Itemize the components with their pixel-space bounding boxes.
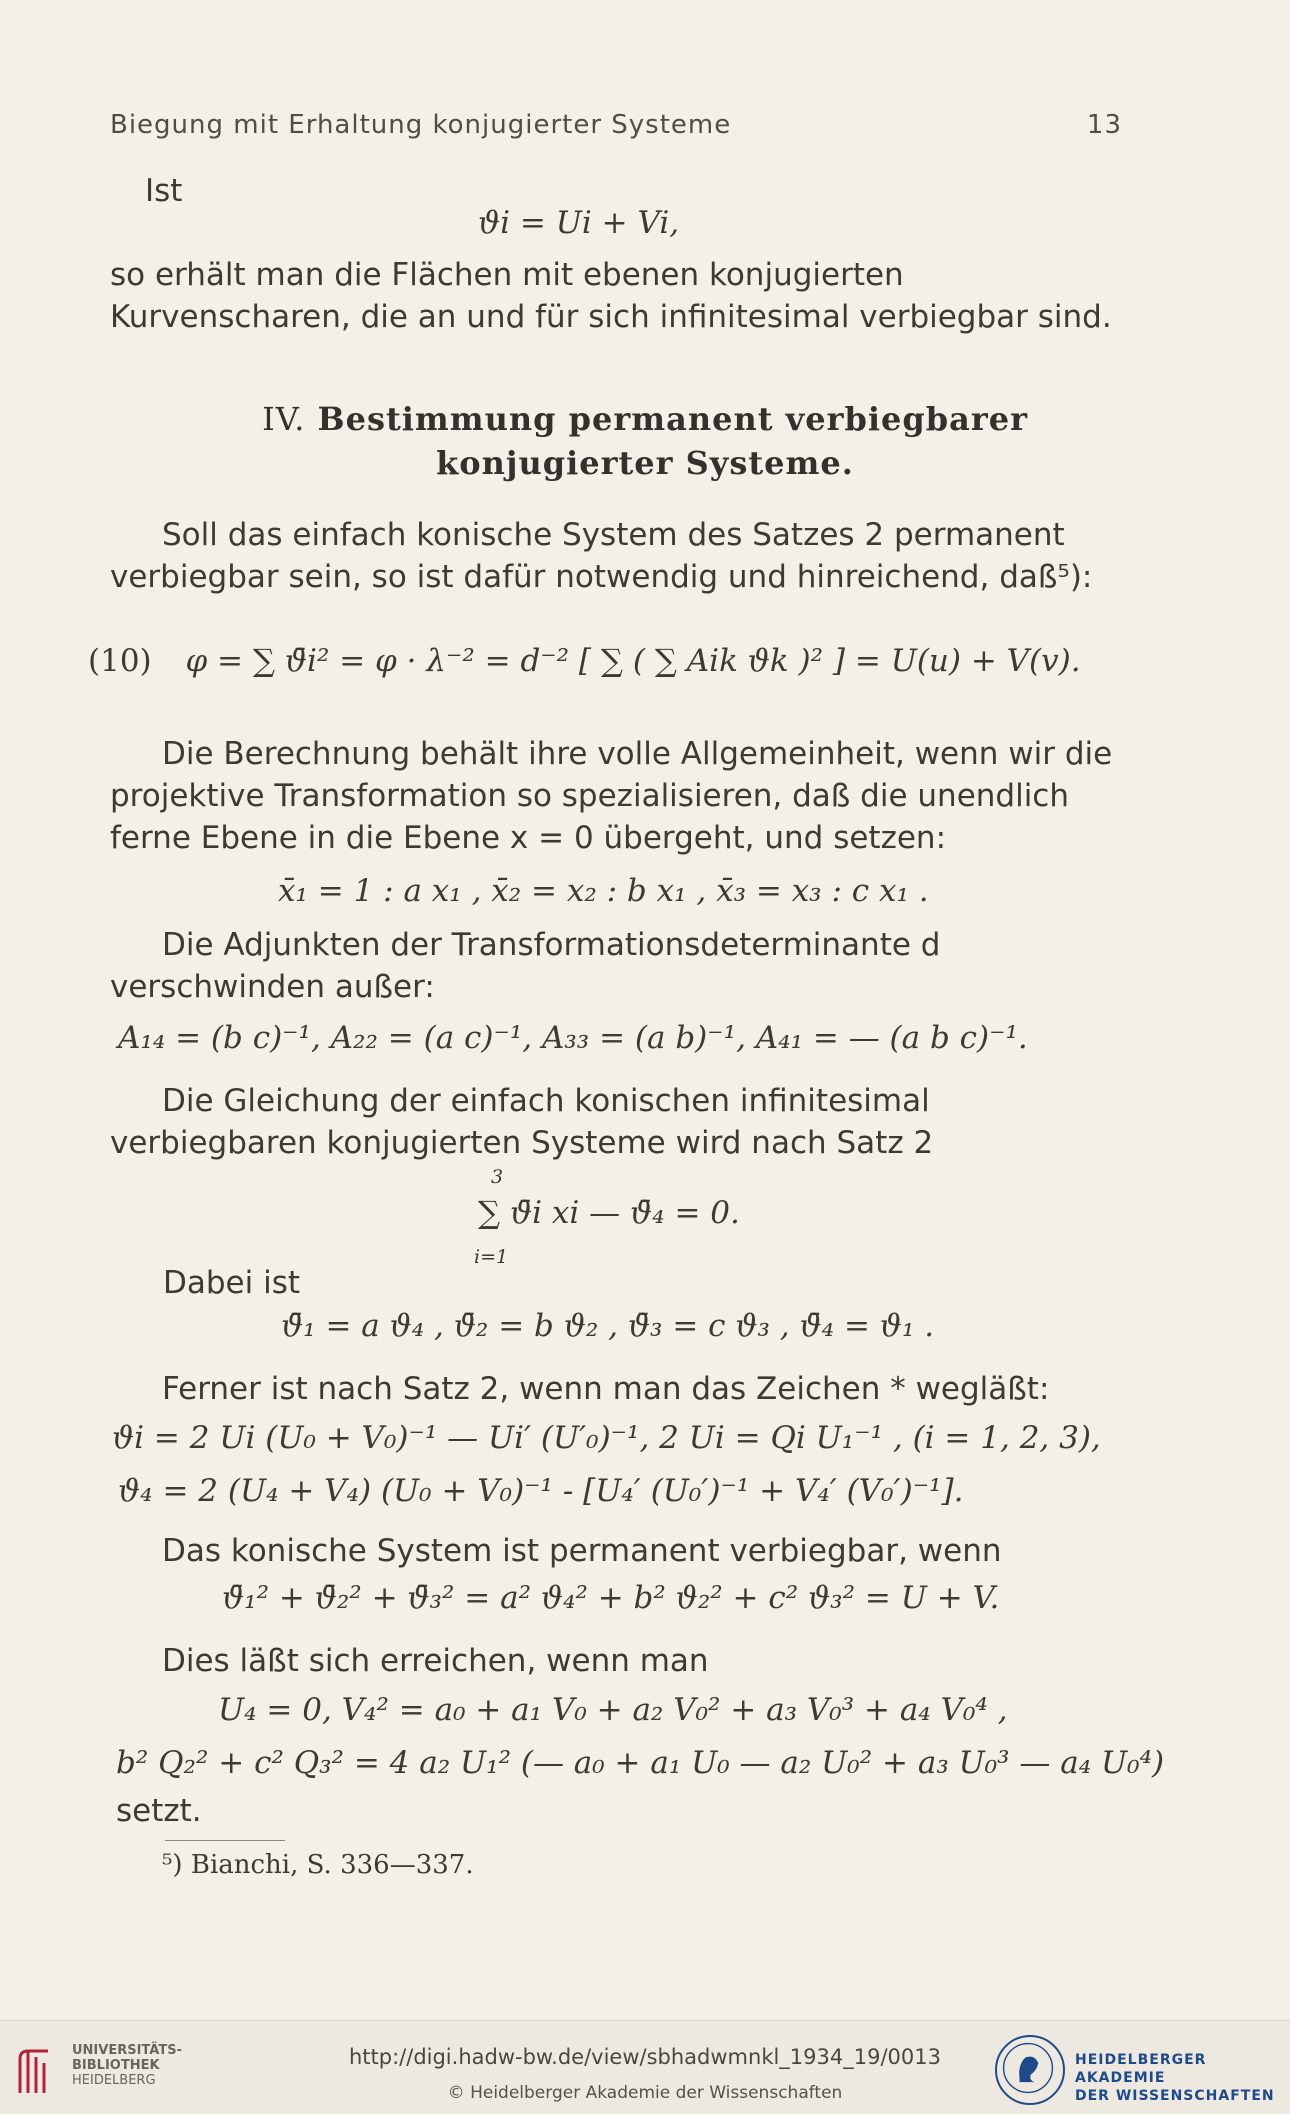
equation-10-body: φ = ∑ ϑ̄i² = φ · λ⁻² = d⁻² [ ∑ ( ∑ Aik ϑk )² ] = U(u) + V(v). bbox=[185, 643, 1081, 679]
equation-xbar: x̄₁ = 1 : a x₁ , x̄₂ = x₂ : b x₁ , x̄₃ = x₃ : c x₁ . bbox=[278, 873, 929, 909]
sum-lower-limit: i=1 bbox=[474, 1246, 509, 1268]
equation-adjuncts: A₁₄ = (b c)⁻¹, A₂₂ = (a c)⁻¹, A₃₃ = (a b)⁻¹, A₄₁ = — (a b c)⁻¹. bbox=[118, 1020, 1028, 1056]
equation-sum: ∑ ϑ̄i xi — ϑ̄₄ = 0. bbox=[478, 1195, 740, 1231]
paragraph-dabei: Dabei ist bbox=[163, 1265, 301, 1301]
academy-seal-icon bbox=[995, 2035, 1065, 2105]
paragraph-8: Dies läßt sich erreichen, wenn man bbox=[162, 1643, 709, 1679]
paragraph-ist: Ist bbox=[145, 173, 183, 209]
footer-bar bbox=[0, 2020, 1290, 2114]
section-number: IV. bbox=[262, 400, 306, 438]
university-library-name: UNIVERSITÄTS- BIBLIOTHEK HEIDELBERG bbox=[72, 2043, 182, 2088]
sum-upper-limit: 3 bbox=[491, 1166, 504, 1188]
copyright-notice: © Heidelberger Akademie der Wissenschaften bbox=[447, 2083, 843, 2103]
paragraph-2: Soll das einfach konische System des Satzes 2 permanent verbiegbar sein, so ist dafür notwendig und hinreichend, daß⁵): bbox=[110, 517, 1093, 595]
paragraph-6: Ferner ist nach Satz 2, wenn man das Zeichen * wegläßt: bbox=[162, 1371, 1050, 1407]
equation-permanent: ϑ̄₁² + ϑ̄₂² + ϑ̄₃² = a² ϑ₄² + b² ϑ₂² + c² ϑ₃² = U + V. bbox=[222, 1580, 1000, 1616]
equation-bq: b² Q₂² + c² Q₃² = 4 a₂ U₁² (— a₀ + a₁ U₀ — a₂ U₀² + a₃ U₀³ — a₄ U₀⁴) bbox=[116, 1745, 1165, 1781]
section-title-line-2: konjugierter Systeme. bbox=[436, 444, 854, 482]
paragraph-5: Die Gleichung der einfach konischen infinitesimal verbiegbaren konjugierten Systeme wird nach Satz 2 bbox=[110, 1083, 934, 1161]
equation-number: (10) bbox=[88, 643, 152, 679]
running-header bbox=[110, 110, 1122, 140]
equation-u4: U₄ = 0, V₄² = a₀ + a₁ V₀ + a₂ V₀² + a₃ V₀³ + a₄ V₀⁴ , bbox=[218, 1692, 1008, 1728]
footnote-rule bbox=[165, 1840, 285, 1841]
equation-ferner-2: ϑ₄ = 2 (U₄ + V₄) (U₀ + V₀)⁻¹ - [U₄′ (U₀′)⁻¹ + V₄′ (V₀′)⁻¹]. bbox=[118, 1473, 964, 1509]
section-heading bbox=[0, 398, 1290, 440]
academy-name: HEIDELBERGER AKADEMIE DER WISSENSCHAFTEN bbox=[1075, 2052, 1275, 2104]
footnote: ⁵) Bianchi, S. 336—337. bbox=[162, 1850, 474, 1880]
paragraph-1: so erhält man die Flächen mit ebenen konjugierten Kurvenscharen, die an und für sich infinitesimal verbiegbar sind. bbox=[110, 257, 1112, 335]
equation-ferner-1: ϑi = 2 Ui (U₀ + V₀)⁻¹ — Ui′ (U′₀)⁻¹, 2 Ui = Qi U₁⁻¹ , (i = 1, 2, 3), bbox=[112, 1420, 1101, 1456]
page-number: 13 bbox=[1086, 110, 1122, 140]
paragraph-4: Die Adjunkten der Transformationsdeterminante d verschwinden außer: bbox=[110, 927, 941, 1005]
equation-dabei: ϑ̄₁ = a ϑ₄ , ϑ̄₂ = b ϑ₂ , ϑ̄₃ = c ϑ₃ , ϑ̄₄ = ϑ₁ . bbox=[281, 1308, 935, 1344]
equation-10 bbox=[88, 643, 1081, 679]
paragraph-setzt: setzt. bbox=[116, 1793, 202, 1829]
permalink-url[interactable]: http://digi.hadw-bw.de/view/sbhadwmnkl_1934_19/0013 bbox=[348, 2045, 941, 2069]
paragraph-3: Die Berechnung behält ihre volle Allgemeinheit, wenn wir die projektive Transformation so spezialisieren, daß die unendlich ferne Ebene in die Ebene x = 0 übergeht, und setzen: bbox=[110, 736, 1113, 856]
equation-theta: ϑi = Ui + Vi, bbox=[478, 205, 680, 241]
running-title: Biegung mit Erhaltung konjugierter Systeme bbox=[110, 110, 732, 140]
section-title-line-1: Bestimmung permanent verbiegbarer bbox=[317, 400, 1028, 438]
paragraph-7: Das konische System ist permanent verbiegbar, wenn bbox=[162, 1533, 1002, 1569]
